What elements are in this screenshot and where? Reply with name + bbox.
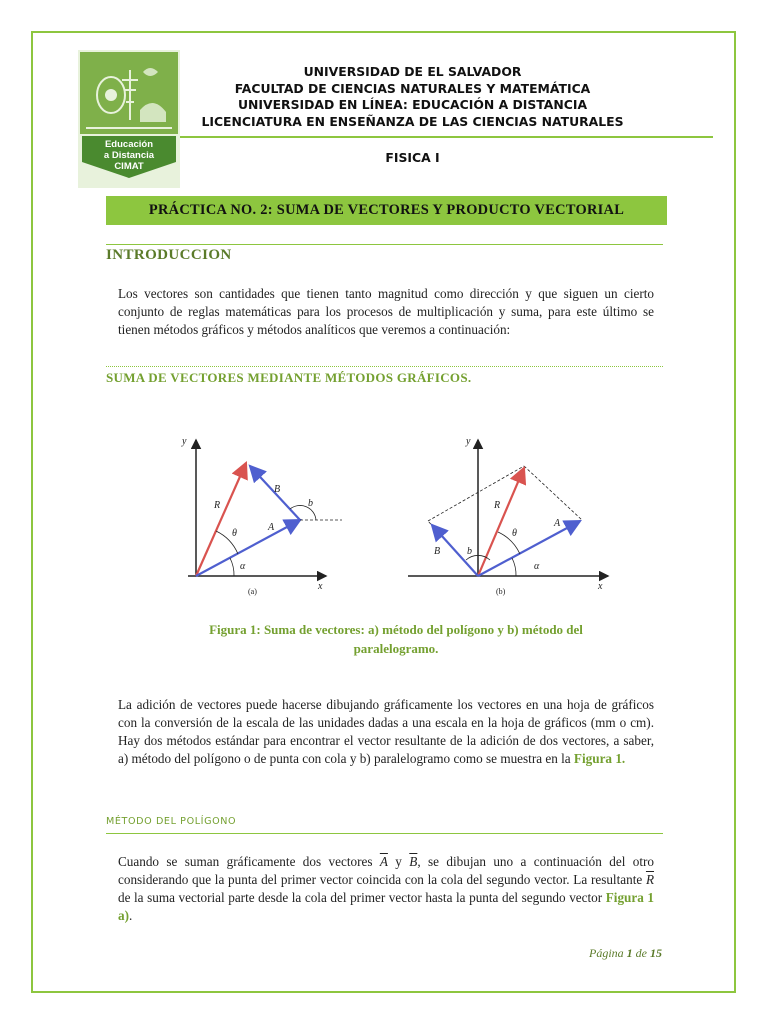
fig-a-x-label: x	[318, 581, 323, 592]
header-line-2: FACULTAD DE CIENCIAS NATURALES Y MATEMÁTICA	[234, 80, 591, 96]
page-total: 15	[650, 946, 662, 960]
header-line-3: UNIVERSIDAD EN LÍNEA: EDUCACIÓN A DISTANCIA	[237, 97, 588, 112]
fig-a-y-label: y	[182, 436, 187, 447]
figure-caption-line-1: Figura 1: Suma de vectores: a) método del polígono y b) método del	[209, 622, 583, 637]
poligono-text-2: , se dibujan uno a continuación del otro considerando que la punta del primer vector coincida con la cola del segundo vector. La resultante	[118, 854, 654, 887]
vector-A-symbol: $\overline{A}$	[379, 854, 388, 869]
intro-paragraph: Los vectores son cantidades que tienen tanto magnitud como dirección y que siguen un cierto conjunto de reglas matemáticas para los procesos de multiplicación y suma, para este último se tienen métodos gráficos y métodos analíticos que veremos a continuación:	[118, 286, 654, 337]
logo-line-2: a Distancia	[103, 150, 155, 161]
page-current: 1	[626, 946, 633, 960]
cimat-logo	[78, 50, 180, 188]
section-heading: SUMA DE VECTORES MEDIANTE MÉTODOS GRÁFICOS.	[106, 370, 472, 385]
figure-panel-b	[408, 436, 608, 596]
page-middle: de	[635, 946, 647, 960]
vector-B-symbol: $\overline{B}$	[409, 854, 418, 869]
figure-1-reference[interactable]: Figura 1.	[573, 751, 626, 766]
institution-header	[200, 64, 625, 130]
fig-b-R-label: R	[494, 500, 501, 511]
fig-a-alpha-label: α	[240, 561, 246, 572]
vector-sum-figure	[176, 426, 616, 602]
poligono-text-3: de la suma vectorial parte desde la cola del primer vector hasta la punta del segundo vector	[118, 890, 603, 905]
fig-b-B-label: B	[434, 546, 441, 557]
logo-line-3: CIMAT	[114, 161, 144, 172]
figure-panel-a	[181, 436, 342, 596]
fig-a-b-label: b	[308, 498, 313, 509]
fig-b-theta-label: θ	[512, 528, 517, 539]
fig-a-theta-label: θ	[232, 528, 237, 539]
vector-R-symbol: $\overline{R}$	[645, 872, 655, 887]
fig-b-y-label: y	[466, 436, 471, 447]
intro-top-rule	[106, 244, 663, 245]
adicion-paragraph	[118, 696, 654, 768]
poligono-rule	[106, 833, 663, 834]
fig-b-b-label: b	[467, 546, 472, 557]
fig-b-A-label: A	[554, 518, 561, 529]
fig-b-x-label: x	[598, 581, 603, 592]
practice-title-bar	[106, 196, 667, 225]
section-dotted-rule	[106, 366, 663, 367]
fig-b-tag: (b)	[496, 587, 506, 596]
page-prefix: Página	[589, 946, 624, 960]
poligono-end: .	[129, 908, 133, 923]
figure-caption	[176, 620, 616, 658]
fig-b-alpha-label: α	[534, 561, 540, 572]
fig-a-tag: (a)	[248, 587, 257, 596]
header-line-1: UNIVERSIDAD DE EL SALVADOR	[303, 64, 522, 79]
figure-caption-line-2: paralelogramo.	[353, 641, 439, 656]
course-name: FISICA I	[385, 150, 440, 165]
poligono-paragraph	[118, 853, 654, 925]
logo-line-1: Educación	[104, 139, 154, 150]
poligono-heading: MÉTODO DEL POLÍGONO	[106, 816, 237, 827]
fig-a-A-label: A	[268, 522, 275, 533]
poligono-conjunction: y	[395, 854, 402, 869]
poligono-text-1: Cuando se suman gráficamente dos vectores	[118, 854, 373, 869]
practice-title: PRÁCTICA NO. 2: SUMA DE VECTORES Y PRODUCTO VECTORIAL	[148, 202, 625, 218]
header-rule	[180, 136, 713, 138]
header-line-4: LICENCIATURA EN ENSEÑANZA DE LAS CIENCIAS NATURALES	[201, 113, 624, 129]
figure-1a-reference[interactable]: Figura 1 a)	[118, 890, 654, 923]
fig-a-B-label: B	[274, 484, 281, 495]
adicion-text: La adición de vectores puede hacerse dibujando gráficamente los vectores en una hoja de gráficos con la conversión de la escala de las unidades dadas a una escala en la hoja de gráficos (mm o cm). Hay dos métodos estándar para encontrar el vector resultante de la adición de dos vectores, a saber, a) método del polígono o de punta con cola y b) paralelogramo como se muestra en la	[118, 697, 654, 766]
intro-heading: INTRODUCCION	[106, 247, 232, 263]
page-number	[589, 946, 662, 961]
fig-a-R-label: R	[214, 500, 221, 511]
